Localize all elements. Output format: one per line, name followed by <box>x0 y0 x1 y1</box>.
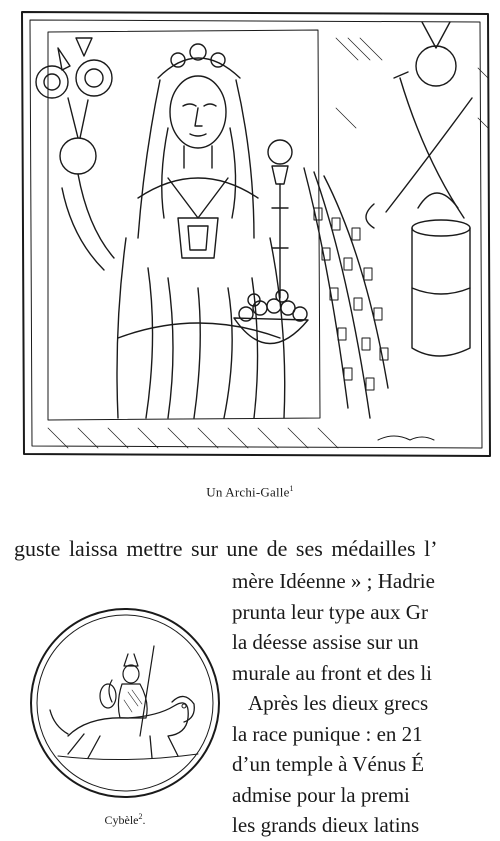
column-line: prunta leur type aux Gr <box>232 599 428 624</box>
column-line: admise pour la premi <box>232 782 410 807</box>
body-text-column <box>232 566 500 841</box>
medal-caption <box>0 812 250 828</box>
column-line: la déesse assise sur un <box>232 630 419 654</box>
column-line: mère Idéenne » ; Hadrie <box>232 569 435 593</box>
column-line: la race punique : en 21 <box>232 721 423 746</box>
medal-caption-text: Cybèle <box>104 813 139 827</box>
archigalle-engraving <box>18 8 494 458</box>
caption-period: . <box>142 813 146 827</box>
column-line: murale au front et des li <box>232 660 433 685</box>
column-line: les grands dieux latins <box>232 813 420 837</box>
cybele-medal-engraving <box>28 606 222 800</box>
figure-caption-text: Un Archi-Galle <box>206 484 290 500</box>
medal-footnote-mark: 2 <box>138 812 143 821</box>
body-text-line: guste laissa mettre sur une de ses médailles l’ <box>14 536 438 561</box>
column-line: Après les dieux grecs <box>248 691 429 715</box>
column-line: d’un temple à Vénus É <box>232 752 425 776</box>
figure-footnote-mark: 1 <box>289 484 294 493</box>
figure-caption <box>0 484 500 500</box>
